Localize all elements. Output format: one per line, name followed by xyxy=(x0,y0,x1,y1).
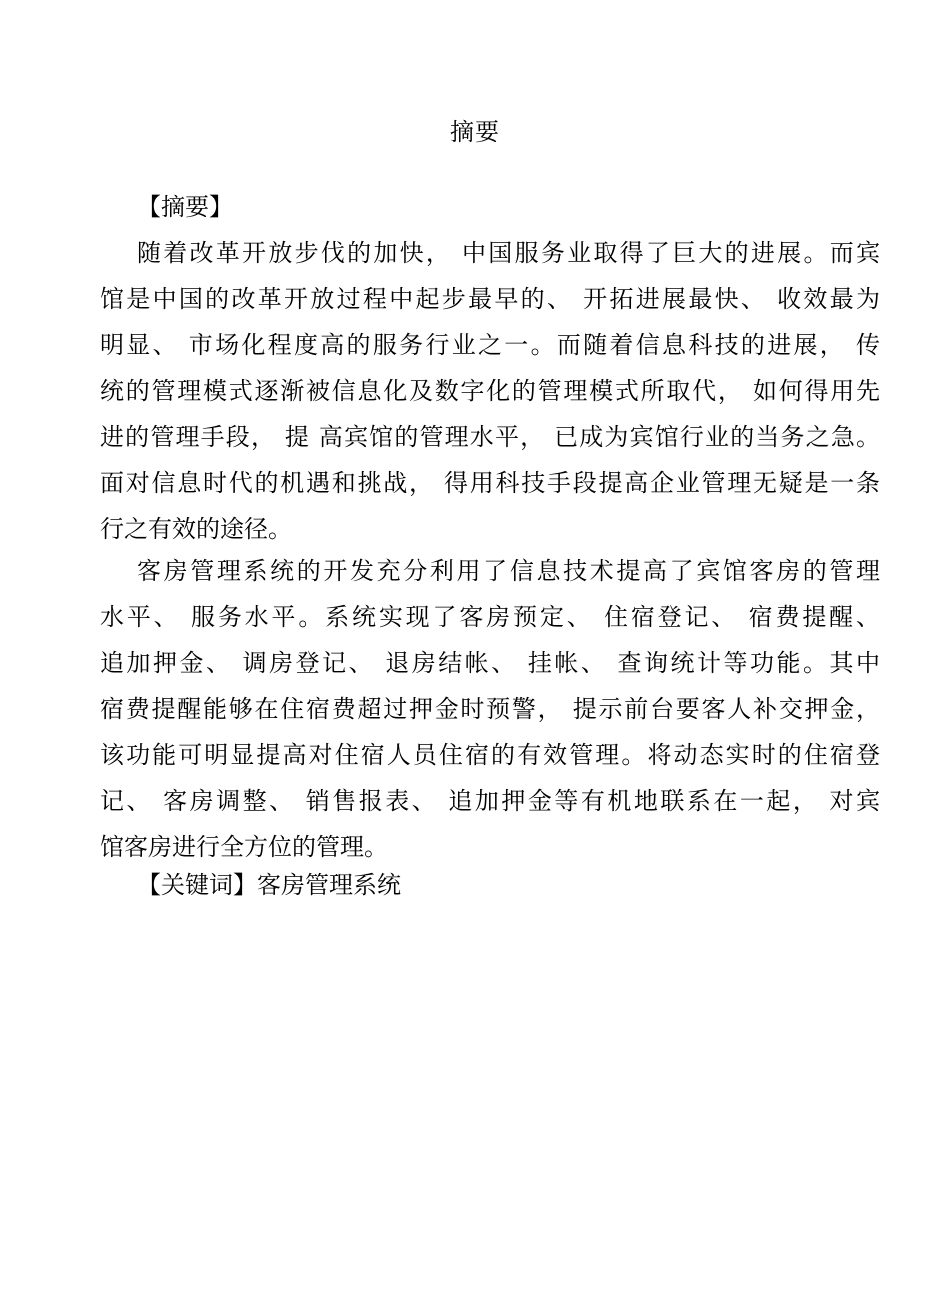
paragraph-line: 馆客房进行全方位的管理。 xyxy=(100,833,388,861)
paragraph-line: 统的管理模式逐渐被信息化及数字化的管理模式所取代， 如何得用先 xyxy=(100,377,880,405)
keywords-label: 【关键词】 xyxy=(137,871,257,899)
paragraph-line: 宿费提醒能够在住宿费超过押金时预警， 提示前台要客人补交押金， xyxy=(100,695,880,723)
page-title: 摘要 xyxy=(450,118,500,146)
paragraph-line: 客房管理系统的开发充分利用了信息技术提高了宾馆客房的管理 xyxy=(137,557,880,585)
paragraph-line: 明显、 市场化程度高的服务行业之一。而随着信息科技的进展， 传 xyxy=(100,331,880,359)
abstract-paragraph-2 xyxy=(100,548,880,870)
keywords-line xyxy=(137,869,401,901)
paragraph-line: 该功能可明显提高对住宿人员住宿的有效管理。将动态实时的住宿登 xyxy=(100,741,880,769)
paragraph-line: 行之有效的途径。 xyxy=(100,515,292,543)
paragraph-line: 馆是中国的改革开放过程中起步最早的、 开拓进展最快、 收效最为 xyxy=(100,285,880,313)
paragraph-line: 水平、 服务水平。系统实现了客房预定、 住宿登记、 宿费提醒、 xyxy=(100,603,880,631)
abstract-heading: 【摘要】 xyxy=(137,193,233,221)
abstract-paragraph-1 xyxy=(100,230,880,552)
paragraph-line: 追加押金、 调房登记、 退房结帐、 挂帐、 查询统计等功能。其中 xyxy=(100,649,880,677)
paragraph-line: 记、 客房调整、 销售报表、 追加押金等有机地联系在一起， 对宾 xyxy=(100,787,880,815)
paragraph-line: 随着改革开放步伐的加快， 中国服务业取得了巨大的进展。而宾 xyxy=(137,239,880,267)
keywords-value: 客房管理系统 xyxy=(257,871,401,899)
paragraph-line: 面对信息时代的机遇和挑战， 得用科技手段提高企业管理无疑是一条 xyxy=(100,469,880,497)
paragraph-line: 进的管理手段， 提 高宾馆的管理水平， 已成为宾馆行业的当务之急。 xyxy=(100,423,880,451)
